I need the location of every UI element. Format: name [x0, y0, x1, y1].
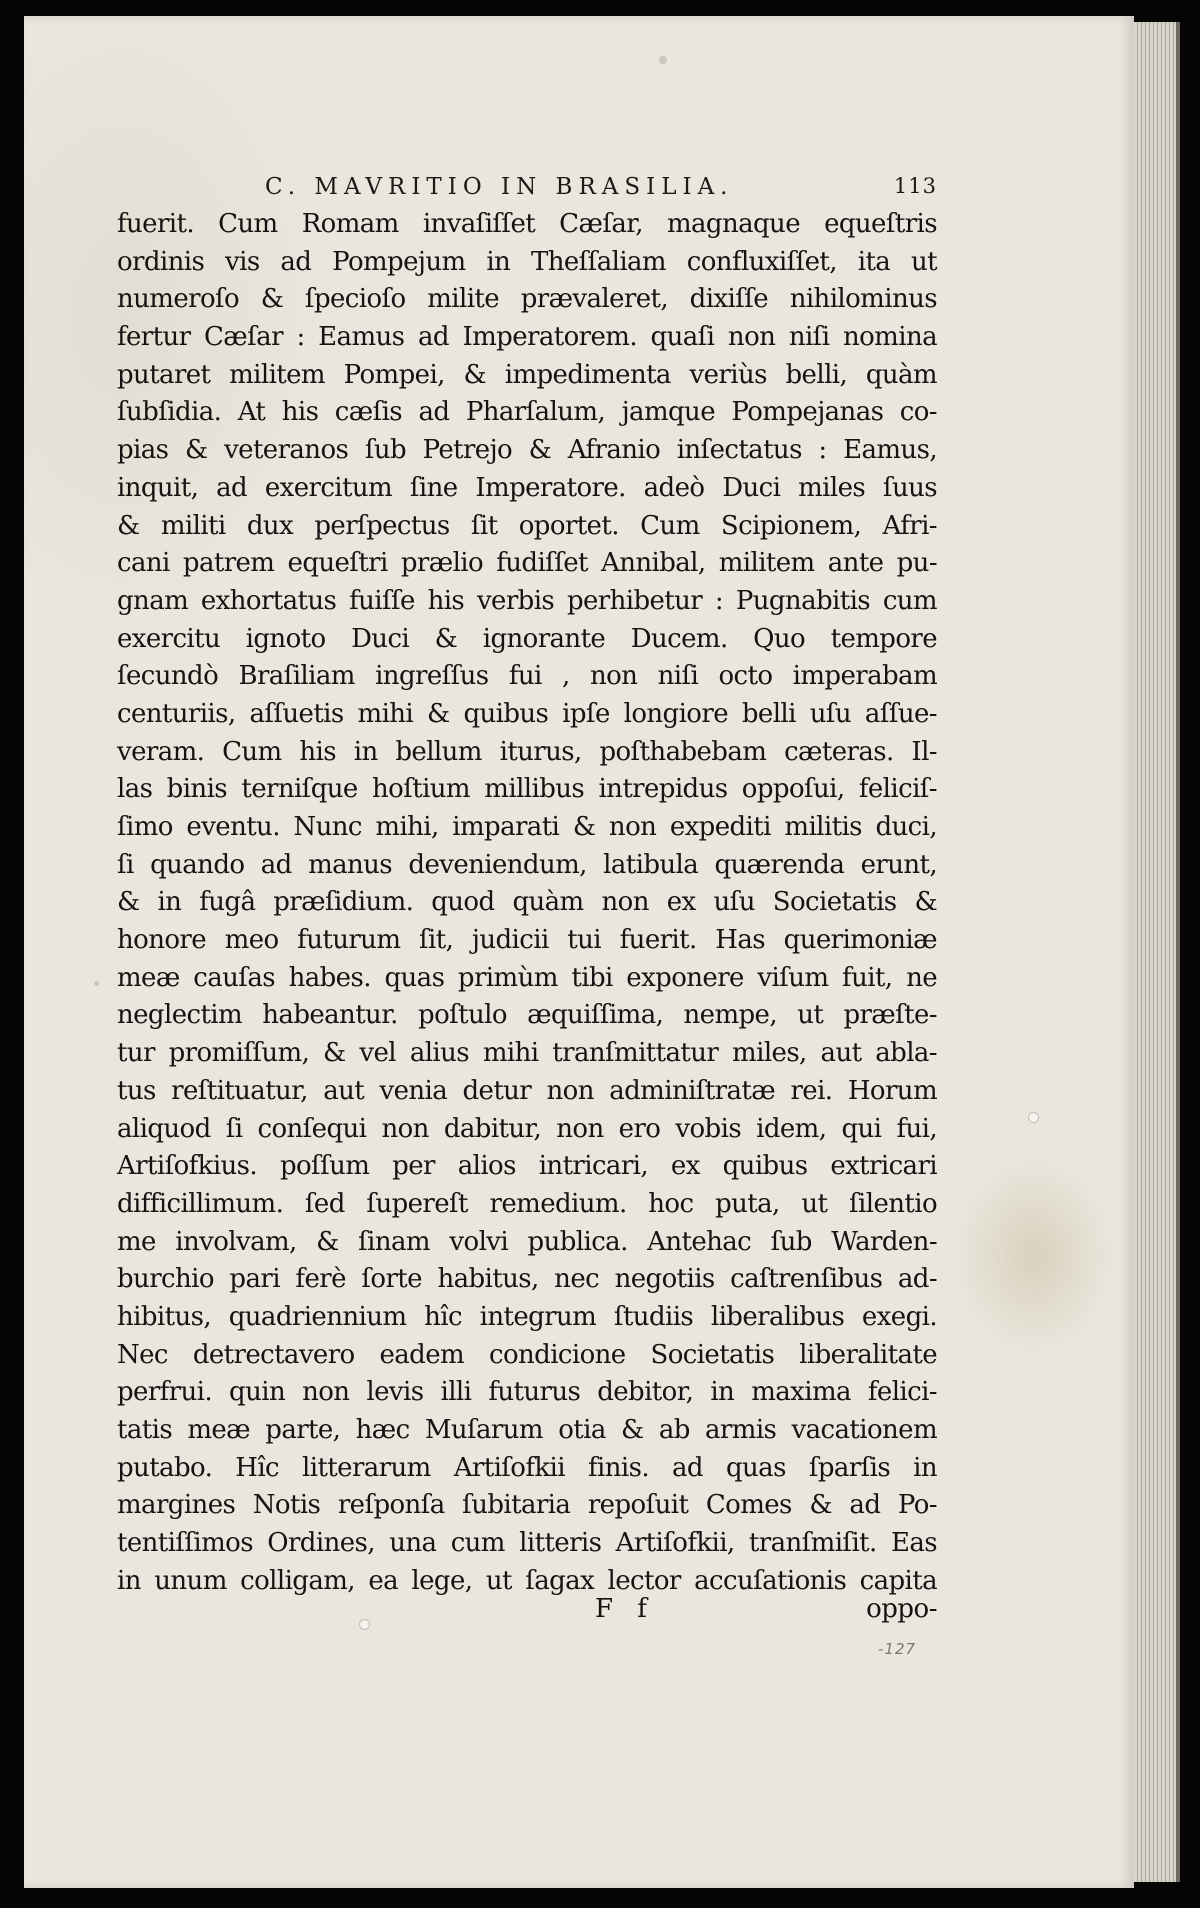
text-line: margines Notis reſponſa ſubitaria repoſuit Comes & ad Po-: [117, 1490, 937, 1521]
text-line: tus reſtituatur, aut venia detur non adminiſtratæ rei. Horum: [117, 1075, 937, 1106]
text-line: gnam exhortatus fuiſſe his verbis perhibetur : Pugnabitis cum: [117, 585, 937, 616]
text-line: tentiſſimos Ordines, una cum litteris Artiſofkii, tranſmiſit. Eas: [117, 1528, 937, 1559]
text-line: Nec detrectavero eadem condicione Societatis liberalitate: [117, 1339, 937, 1370]
catchword: oppo-: [866, 1594, 937, 1624]
text-line: numeroſo & ſpecioſo milite prævaleret, dixiſſe nihilominus: [117, 284, 937, 315]
page-footer: [117, 1594, 937, 1634]
text-line: meæ cauſas habes. quas primùm tibi exponere viſum fuit, ne: [117, 962, 937, 993]
text-line: ſimo eventu. Nunc mihi, imparati & non expediti militis duci,: [117, 812, 937, 842]
text-line: las binis terniſque hoſtium millibus intrepidus oppoſui, feliciſ-: [117, 774, 937, 805]
foxing-spot: [1028, 1112, 1039, 1123]
text-line: in unum colligam, ea lege, ut ſagax lector accuſationis capita: [117, 1565, 937, 1596]
text-line: hibitus, quadriennium hîc integrum ſtudiis liberalibus exegi.: [117, 1301, 937, 1332]
pencil-note: -127: [878, 1640, 917, 1658]
text-line: aliquod ſi conſequi non dabitur, non ero vobis idem, qui fui,: [117, 1113, 937, 1144]
text-line: & militi dux perſpectus ſit oportet. Cum Scipionem, Afri-: [117, 510, 937, 541]
text-line: burchio pari ferè ſorte habitus, nec negotiis caſtrenſibus ad-: [117, 1264, 937, 1295]
text-line: fertur Cæſar : Eamus ad Imperatorem. quaſi non niſi nomina: [117, 322, 937, 353]
text-line: centuriis, aſſuetis mihi & quibus ipſe longiore belli uſu aſſue-: [117, 698, 937, 729]
foxing-spot: [659, 56, 667, 64]
text-line: inquit, ad exercitum ſine Imperatore. adeò Duci miles ſuus: [117, 472, 937, 503]
foxing-spot: [94, 981, 99, 986]
text-line: ordinis vis ad Pompejum in Theſſaliam confluxiſſet, ita ut: [117, 246, 937, 277]
text-line: cani patrem equeſtri prælio fudiſſet Annibal, militem ante pu-: [117, 548, 937, 579]
text-line: neglectim habeantur. poſtulo æquiſſima, nempe, ut præſte-: [117, 1000, 937, 1031]
text-line: putaret militem Pompei, & impedimenta veriùs belli, quàm: [117, 359, 937, 390]
text-line: ſubſidia. At his cæſis ad Pharſalum, jamque Pompejanas co-: [117, 397, 937, 428]
text-line: tur promiſſum, & vel alius mihi tranſmittatur miles, aut abla-: [117, 1038, 937, 1069]
text-line: pias & veteranos ſub Petrejo & Afranio inſectatus : Eamus,: [117, 435, 937, 466]
text-line: exercitu ignoto Duci & ignorante Ducem. Quo tempore: [117, 623, 937, 654]
text-line: & in fugâ præſidium. quod quàm non ex uſu Societatis &: [117, 887, 937, 918]
text-line: veram. Cum his in bellum iturus, poſthabebam cæteras. Il-: [117, 736, 937, 767]
text-line: putabo. Hîc litterarum Artiſofkii finis. ad quas ſparſis in: [117, 1452, 937, 1483]
text-line: Artiſofkius. poſſum per alios intricari, ex quibus extricari: [117, 1151, 937, 1182]
running-head: C. MAVRITIO IN BRASILIA.: [265, 174, 734, 200]
signature-mark: F f: [595, 1594, 655, 1624]
body-text: [117, 206, 937, 1600]
text-line: fuerit. Cum Romam invaſiſſet Cæſar, magnaque equeſtris: [117, 209, 937, 239]
text-line: me involvam, & ſinam volvi publica. Antehac ſub Warden-: [117, 1226, 937, 1257]
text-line: perfrui. quin non levis illi futurus debitor, in maxima felici-: [117, 1377, 937, 1408]
page-header: [117, 170, 937, 204]
text-line: tatis meæ parte, hæc Muſarum otia & ab armis vacationem: [117, 1415, 937, 1445]
text-line: difficillimum. ſed ſupereſt remedium. hoc puta, ut ſilentio: [117, 1188, 937, 1219]
text-line: ſecundò Braſiliam ingreſſus fui , non niſi octo imperabam: [117, 661, 937, 692]
text-line: honore meo futurum ſit, judicii tui fuerit. Has querimoniæ: [117, 925, 937, 956]
page-edges: [1134, 22, 1180, 1882]
page-number: 113: [893, 174, 937, 198]
text-line: ſi quando ad manus deveniendum, latibula quærenda erunt,: [117, 849, 937, 880]
